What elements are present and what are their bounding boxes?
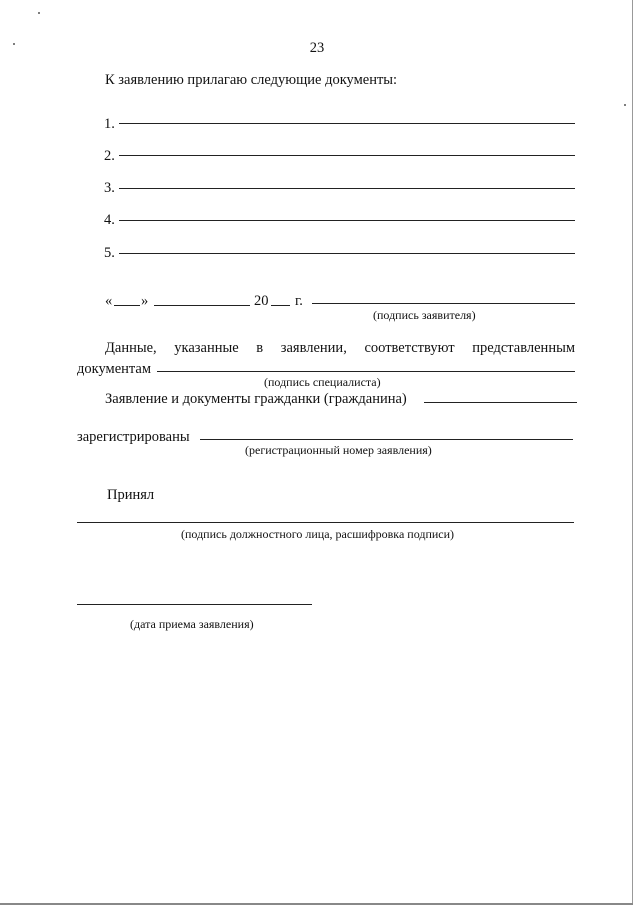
specialist-signature-caption: (подпись специалиста) (264, 375, 381, 389)
page-number: 23 (309, 40, 325, 56)
applicant-signature-line[interactable] (312, 303, 575, 304)
scan-speck (624, 104, 626, 106)
registration-number-caption: (регистрационный номер заявления) (245, 443, 432, 457)
registration-text: Заявление и документы гражданки (гражданина) (105, 391, 407, 407)
date-year-line[interactable] (271, 305, 290, 306)
verification-text-continued: документам (77, 361, 152, 377)
reception-date-caption: (дата приема заявления) (130, 617, 254, 631)
attachment-item-4-line[interactable] (119, 220, 575, 221)
attachment-item-2-line[interactable] (119, 155, 575, 156)
date-day-line[interactable] (114, 305, 140, 306)
date-year-prefix: 20 (254, 293, 269, 309)
attachment-item-4-number: 4. (104, 212, 115, 228)
attachment-item-2-number: 2. (104, 148, 115, 164)
accepted-label: Принял (107, 487, 155, 503)
date-year-suffix: г. (295, 293, 303, 309)
attachment-item-1-number: 1. (104, 116, 115, 132)
attachment-item-5-line[interactable] (119, 253, 575, 254)
scan-speck (38, 12, 40, 14)
official-signature-caption: (подпись должностного лица, расшифровка подписи) (181, 527, 455, 541)
specialist-signature-line[interactable] (157, 371, 575, 372)
attachment-item-5-number: 5. (104, 245, 115, 261)
date-month-line[interactable] (154, 305, 250, 306)
official-signature-line[interactable] (77, 522, 574, 523)
applicant-signature-caption: (подпись заявителя) (373, 308, 476, 322)
scan-speck (13, 43, 15, 45)
date-open-quote: « (105, 293, 113, 309)
date-close-quote: » (141, 293, 149, 309)
applicant-name-line[interactable] (424, 402, 577, 403)
attachment-item-3-line[interactable] (119, 188, 575, 189)
registration-number-line[interactable] (200, 439, 573, 440)
attachment-item-3-number: 3. (104, 180, 115, 196)
attachment-item-1-line[interactable] (119, 123, 575, 124)
registered-label: зарегистрированы (77, 429, 190, 445)
attachments-heading: К заявлению прилагаю следующие документы: (105, 72, 398, 88)
verification-text: Данные, указанные в заявлении, соответствуют представленным (105, 340, 575, 356)
reception-date-line[interactable] (77, 604, 312, 605)
